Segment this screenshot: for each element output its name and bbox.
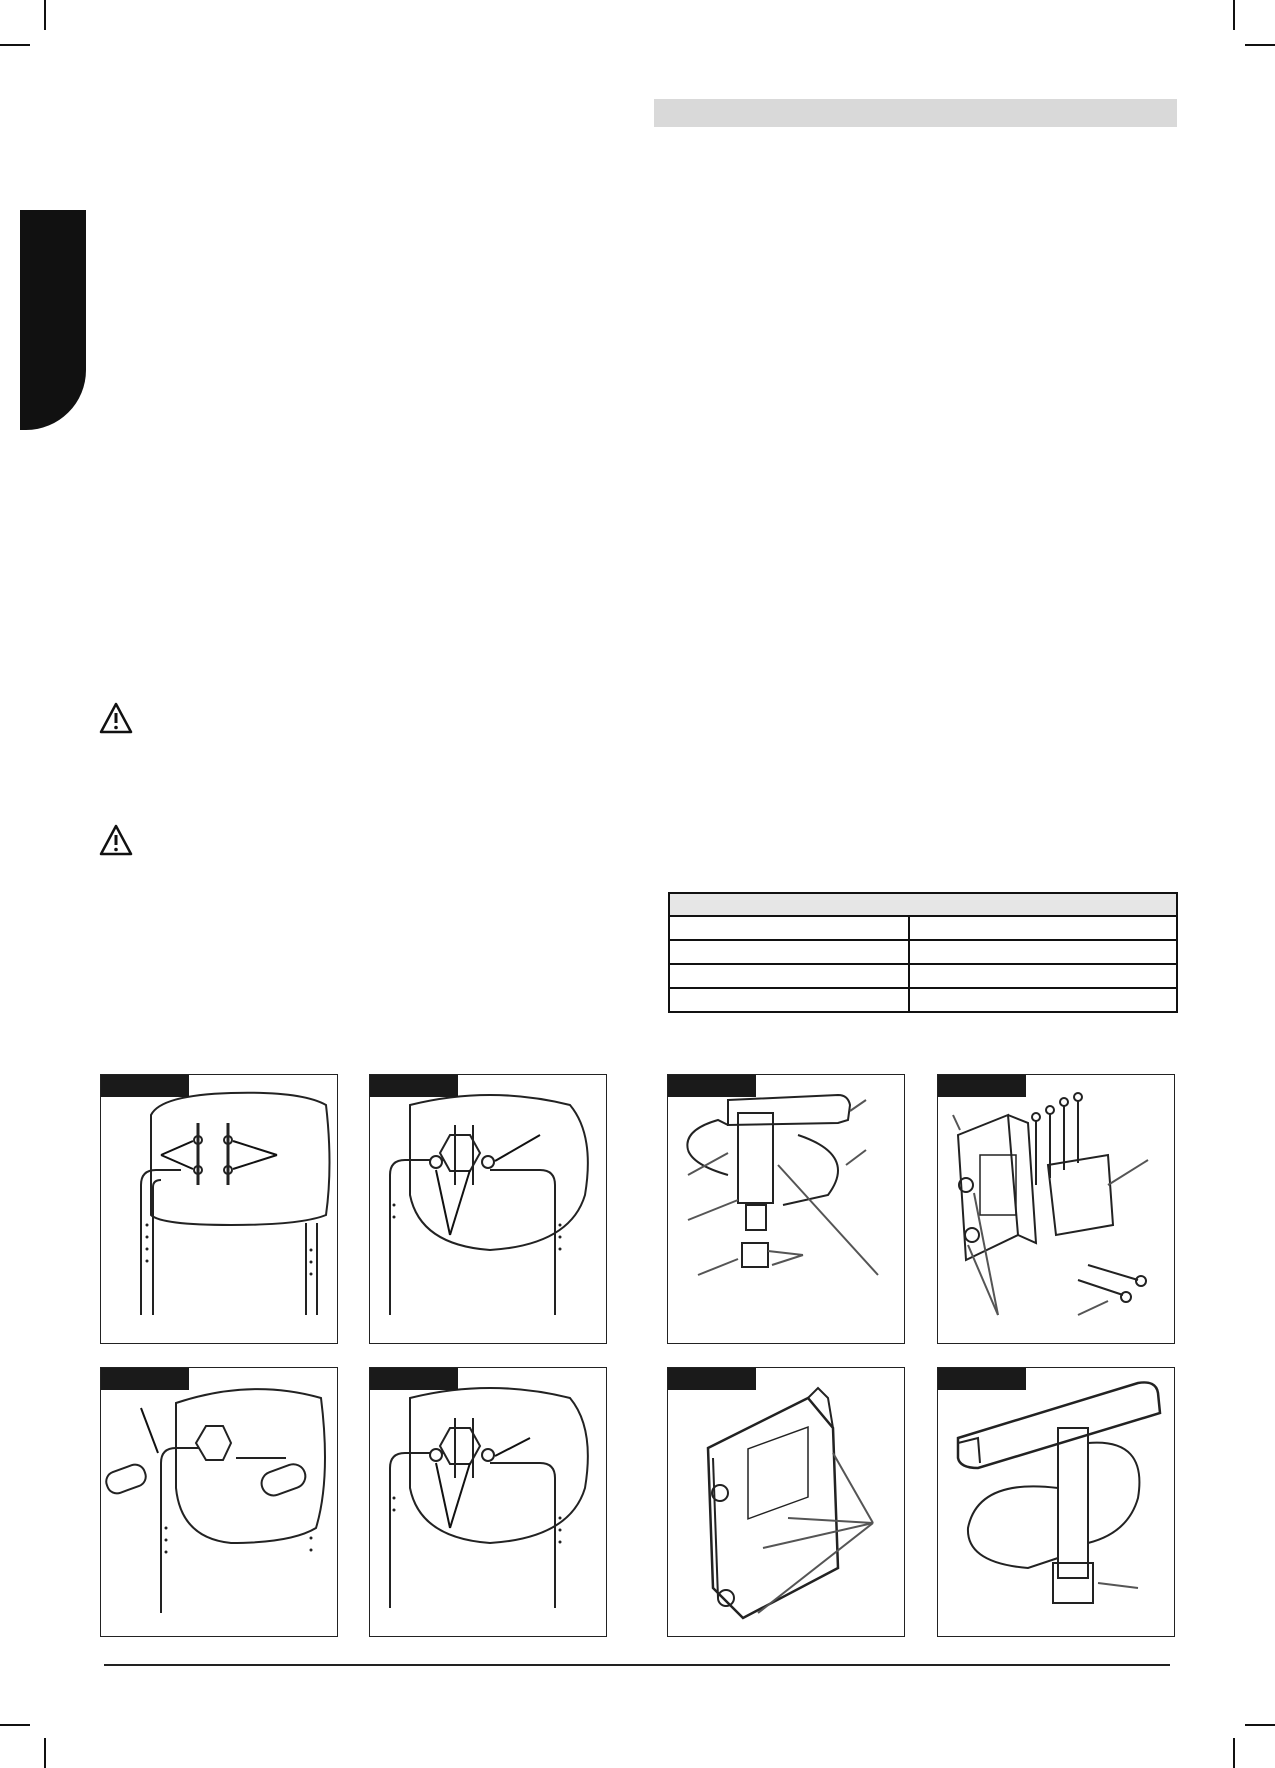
backrest-frame-illustration <box>101 1075 337 1343</box>
crop-mark <box>1233 0 1235 30</box>
table-cell <box>669 916 909 940</box>
crop-mark <box>1245 44 1275 46</box>
table-row <box>669 916 1177 940</box>
section-side-tab <box>20 210 86 430</box>
crop-mark <box>0 44 30 46</box>
crop-mark <box>44 0 46 30</box>
table-row <box>669 964 1177 988</box>
footer-rule <box>104 1664 1170 1666</box>
warning-triangle-icon <box>99 702 133 734</box>
section-header-bar <box>654 99 1177 127</box>
figure-backrest-clamps <box>100 1074 338 1344</box>
figure-armrest-assembled <box>937 1367 1175 1637</box>
figure-tag <box>370 1075 458 1097</box>
table-cell <box>909 988 1177 1012</box>
mount-plate-illustration <box>938 1075 1174 1343</box>
table-cell <box>909 916 1177 940</box>
warning-triangle-icon <box>99 824 133 856</box>
table-cell <box>909 964 1177 988</box>
figure-tag <box>370 1368 458 1390</box>
backrest-hinge-illustration <box>370 1368 606 1636</box>
figure-backrest-hinge-2 <box>369 1367 607 1637</box>
figure-handle-insert <box>100 1367 338 1637</box>
mount-plate-illustration <box>668 1368 904 1636</box>
table-cell <box>669 940 909 964</box>
table-cell <box>909 940 1177 964</box>
backrest-hinge-illustration <box>370 1075 606 1343</box>
table-header-cell <box>669 893 1177 916</box>
crop-mark <box>44 1738 46 1768</box>
figure-tag <box>101 1075 189 1097</box>
figure-backrest-hinge <box>369 1074 607 1344</box>
figure-tag <box>938 1368 1026 1390</box>
table-cell <box>669 964 909 988</box>
figure-mount-plate-assembled <box>667 1367 905 1637</box>
figure-tag <box>101 1368 189 1390</box>
figure-armrest-bracket-exploded <box>667 1074 905 1344</box>
crop-mark <box>1245 1724 1275 1726</box>
table-row <box>669 988 1177 1012</box>
push-handle-illustration <box>101 1368 337 1636</box>
figure-mount-plate-screws <box>937 1074 1175 1344</box>
table-row <box>669 940 1177 964</box>
figure-tag <box>668 1368 756 1390</box>
armrest-bracket-illustration <box>668 1075 904 1343</box>
crop-mark <box>0 1724 30 1726</box>
table-cell <box>669 988 909 1012</box>
armrest-illustration <box>938 1368 1174 1636</box>
crop-mark <box>1233 1738 1235 1768</box>
spec-table <box>668 892 1178 1013</box>
figure-tag <box>668 1075 756 1097</box>
figure-tag <box>938 1075 1026 1097</box>
table-header-row <box>669 893 1177 916</box>
